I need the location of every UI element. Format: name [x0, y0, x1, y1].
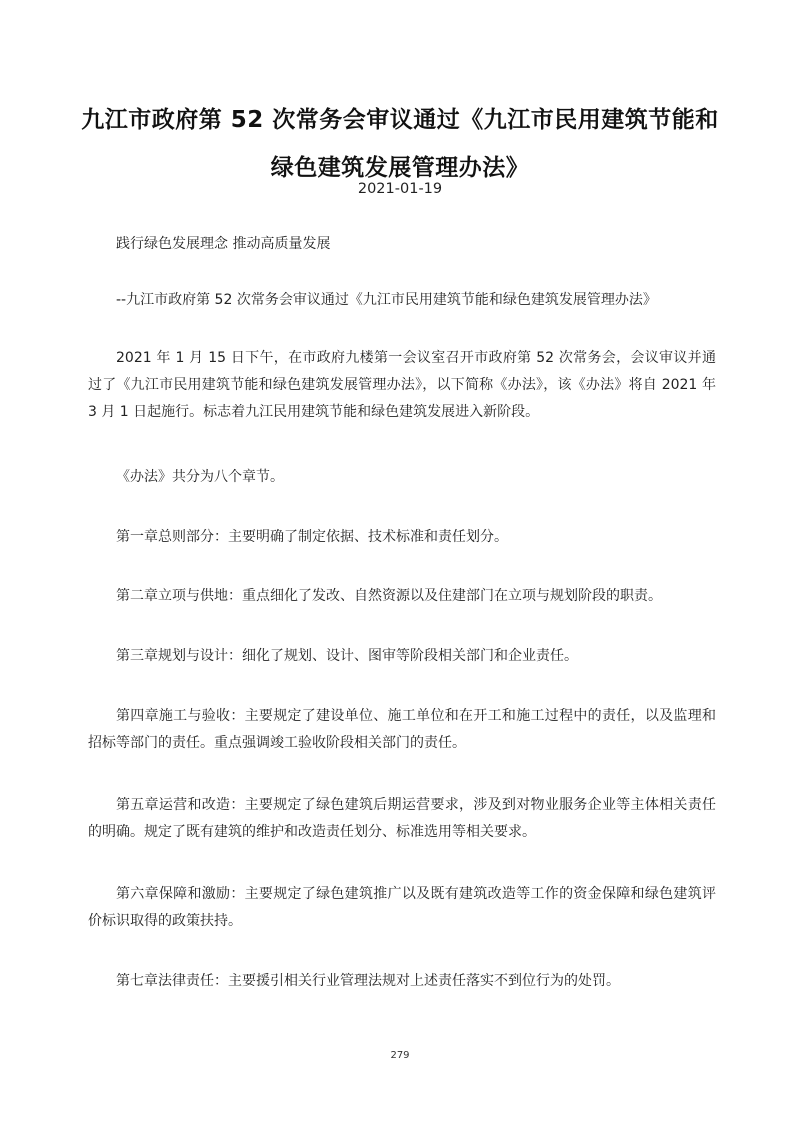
paragraph-slogan: 践行绿色发展理念 推动高质量发展 [116, 236, 331, 252]
document-title: 九江市政府第 52 次常务会审议通过《九江市民用建筑节能和绿色建筑发展管理办法》 [81, 107, 719, 181]
paragraph-chapter-3: 第三章规划与设计：细化了规划、设计、图审等阶段相关部门和企业责任。 [116, 648, 578, 664]
paragraph-subtitle: --九江市政府第 52 次常务会审议通过《九江市民用建筑节能和绿色建筑发展管理办法》 [116, 292, 657, 308]
paragraph-chapter-5: 第五章运营和改造：主要规定了绿色建筑后期运营要求，涉及到对物业服务企业等主体相关责任的明确。规定了既有建筑的维护和改造责任划分、标准选用等相关要求。 [88, 797, 716, 840]
paragraph-chapter-1: 第一章总则部分：主要明确了制定依据、技术标准和责任划分。 [116, 529, 508, 545]
paragraph-overview: 《办法》共分为八个章节。 [116, 469, 284, 485]
paragraph-meeting: 2021 年 1 月 15 日下午，在市政府九楼第一会议室召开市政府第 52 次常务会，会议审议并通过了《九江市民用建筑节能和绿色建筑发展管理办法》，以下简称《办法》，该《办法》将自 2021 年 3 月 1 日起施行。标志着九江民用建筑节能和绿色建筑发展进入新阶段。 [88, 350, 716, 420]
paragraph-chapter-6: 第六章保障和激励：主要规定了绿色建筑推广以及既有建筑改造等工作的资金保障和绿色建筑评价标识取得的政策扶持。 [88, 886, 716, 929]
paragraph-chapter-7: 第七章法律责任：主要援引相关行业管理法规对上述责任落实不到位行为的处罚。 [116, 973, 620, 989]
paragraph-chapter-2: 第二章立项与供地：重点细化了发改、自然资源以及住建部门在立项与规划阶段的职责。 [116, 588, 662, 604]
publish-date: 2021-01-19 [357, 181, 443, 197]
page-number: 279 [390, 1050, 410, 1061]
paragraph-chapter-4: 第四章施工与验收：主要规定了建设单位、施工单位和在开工和施工过程中的责任，以及监理和招标等部门的责任。重点强调竣工验收阶段相关部门的责任。 [88, 708, 716, 751]
